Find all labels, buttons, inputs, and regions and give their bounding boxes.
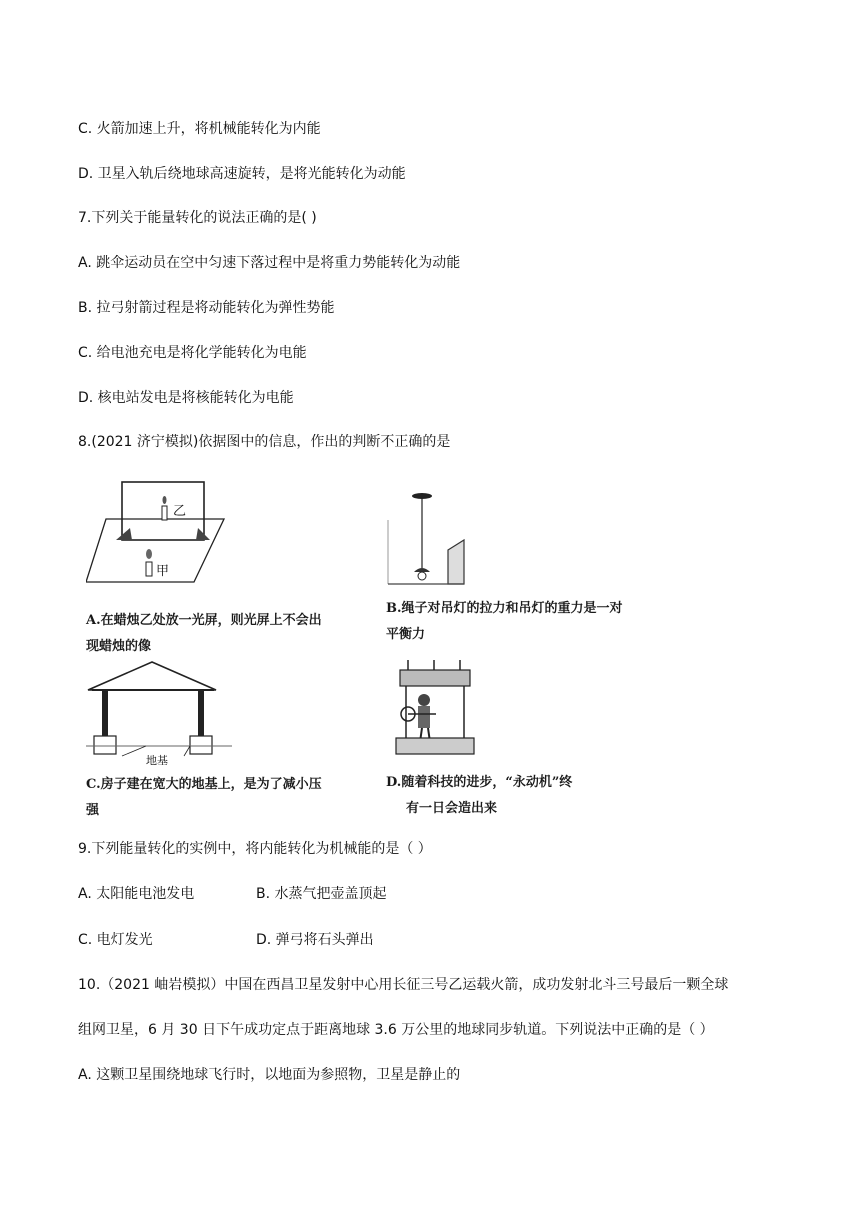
figure-b-caption-1: B.绳子对吊灯的拉力和吊灯的重力是一对	[386, 601, 623, 616]
question-9-option-b: B. 水蒸气把壶盖顶起	[256, 886, 387, 902]
question-7-stem: 7.下列关于能量转化的说法正确的是( )	[78, 210, 317, 226]
question-9-option-d: D. 弹弓将石头弹出	[256, 932, 374, 948]
figure-d-caption-1: D.随着科技的进步，“永动机”终	[386, 775, 573, 790]
figure-b-hanging-lamp	[386, 480, 466, 594]
question-10-stem-line-1: 10.（2021 岫岩模拟）中国在西昌卫星发射中心用长征三号乙运载火箭，成功发射北斗三号最后一颗全球	[78, 977, 729, 993]
figure-d-caption-2: 有一日会造出来	[406, 801, 498, 816]
question-8-stem: 8.(2021 济宁模拟)依据图中的信息，作出的判断不正确的是	[78, 434, 451, 450]
question-7-option-d: D. 核电站发电是将核能转化为电能	[78, 390, 294, 406]
question-9-option-c: C. 电灯发光	[78, 932, 153, 948]
question-10-option-a: A. 这颗卫星围绕地球飞行时，以地面为参照物，卫星是静止的	[78, 1067, 461, 1083]
option-c-line: C. 火箭加速上升，将机械能转化为内能	[78, 121, 321, 137]
label-diji: 地基	[146, 754, 168, 767]
label-jia: 甲	[156, 564, 170, 579]
figure-a-candle-mirror	[86, 474, 226, 588]
question-9-option-a: A. 太阳能电池发电	[78, 886, 195, 902]
figure-c-caption-1: C.房子建在宽大的地基上，是为了减小压	[86, 777, 322, 792]
label-yi: 乙	[173, 504, 187, 519]
question-9-stem: 9.下列能量转化的实例中，将内能转化为机械能的是（ ）	[78, 841, 432, 857]
figure-d-perpetual-motion	[386, 656, 476, 764]
question-7-option-a: A. 跳伞运动员在空中匀速下落过程中是将重力势能转化为动能	[78, 255, 461, 271]
figure-a-caption-2: 现蜡烛的像	[86, 639, 152, 654]
figure-c-caption-2: 强	[86, 803, 100, 818]
question-7-option-c: C. 给电池充电是将化学能转化为电能	[78, 345, 307, 361]
figure-a-caption-1: A.在蜡烛乙处放一光屏，则光屏上不会出	[86, 613, 322, 628]
question-10-stem-line-2: 组网卫星，6 月 30 日下午成功定点于距离地球 3.6 万公里的地球同步轨道。下列说法中正确的是（ ）	[78, 1022, 714, 1038]
figure-b-caption-2: 平衡力	[386, 627, 426, 642]
question-7-option-b: B. 拉弓射箭过程是将动能转化为弹性势能	[78, 300, 335, 316]
figure-c-house-foundation	[86, 660, 232, 776]
option-d-line: D. 卫星入轨后绕地球高速旋转，是将光能转化为动能	[78, 166, 406, 182]
